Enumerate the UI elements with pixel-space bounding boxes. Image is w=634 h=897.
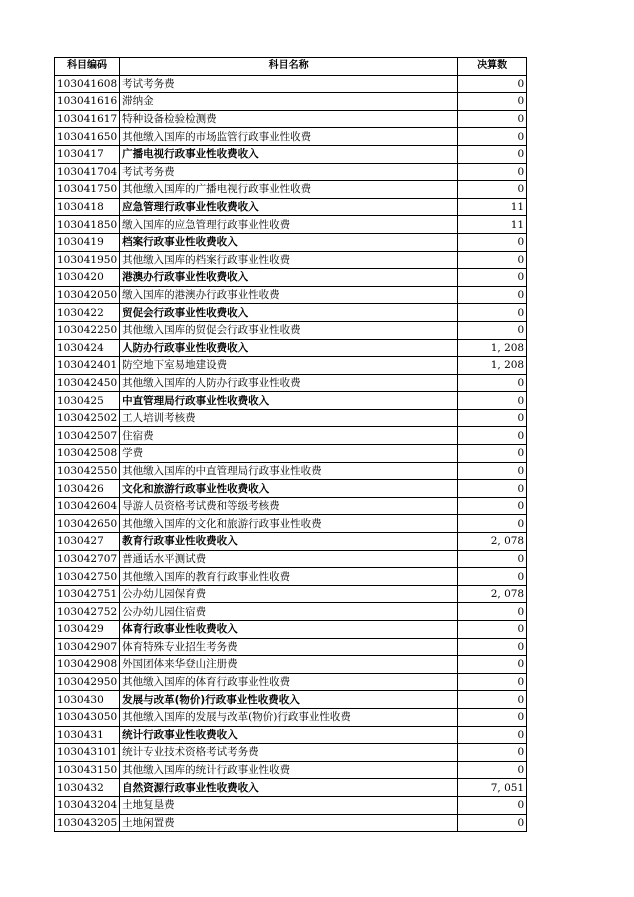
row-name: 统计专业技术资格考试考务费 <box>120 744 458 762</box>
table-row <box>55 726 527 744</box>
table-row <box>55 779 527 797</box>
row-name: 文化和旅游行政事业性收费收入 <box>120 480 458 498</box>
table-header-row <box>55 58 527 76</box>
row-name: 应急管理行政事业性收费收入 <box>120 198 458 216</box>
header-amount: 决算数 <box>458 58 527 76</box>
row-amount: 0 <box>458 445 527 463</box>
row-amount: 0 <box>458 128 527 146</box>
row-amount: 0 <box>458 497 527 515</box>
row-name: 人防办行政事业性收费收入 <box>120 339 458 357</box>
row-code: 1030432 <box>55 779 120 797</box>
row-name: 其他缴入国库的体育行政事业性收费 <box>120 673 458 691</box>
row-code: 1030424 <box>55 339 120 357</box>
table-row <box>55 145 527 163</box>
table-row <box>55 198 527 216</box>
row-amount: 0 <box>458 304 527 322</box>
row-code: 103043205 <box>55 814 120 832</box>
row-name: 外国团体来华登山注册费 <box>120 656 458 674</box>
row-code: 103042401 <box>55 357 120 375</box>
row-amount: 0 <box>458 75 527 93</box>
row-name: 学费 <box>120 445 458 463</box>
table-row <box>55 392 527 410</box>
table-row <box>55 708 527 726</box>
table-row <box>55 585 527 603</box>
row-name: 其他缴入国库的广播电视行政事业性收费 <box>120 181 458 199</box>
row-code: 103042502 <box>55 409 120 427</box>
row-name: 其他缴入国库的统计行政事业性收费 <box>120 761 458 779</box>
row-amount: 0 <box>458 392 527 410</box>
table-row <box>55 409 527 427</box>
table-row <box>55 497 527 515</box>
row-name: 考试考务费 <box>120 163 458 181</box>
row-code: 103043050 <box>55 708 120 726</box>
row-name: 贸促会行政事业性收费收入 <box>120 304 458 322</box>
row-amount: 0 <box>458 691 527 709</box>
row-amount: 0 <box>458 814 527 832</box>
row-amount: 7, 051 <box>458 779 527 797</box>
row-name: 中直管理局行政事业性收费收入 <box>120 392 458 410</box>
table-row <box>55 796 527 814</box>
row-amount: 0 <box>458 761 527 779</box>
header-name: 科目名称 <box>120 58 458 76</box>
table-row <box>55 656 527 674</box>
row-amount: 0 <box>458 233 527 251</box>
row-amount: 0 <box>458 110 527 128</box>
table-row <box>55 233 527 251</box>
table-row <box>55 427 527 445</box>
row-amount: 0 <box>458 145 527 163</box>
row-name: 其他缴入国库的市场监管行政事业性收费 <box>120 128 458 146</box>
row-amount: 0 <box>458 480 527 498</box>
table-row <box>55 251 527 269</box>
table-row <box>55 691 527 709</box>
row-amount: 0 <box>458 708 527 726</box>
row-amount: 0 <box>458 409 527 427</box>
row-code: 103041750 <box>55 181 120 199</box>
row-amount: 0 <box>458 374 527 392</box>
row-name: 导游人员资格考试费和等级考核费 <box>120 497 458 515</box>
row-amount: 1, 208 <box>458 339 527 357</box>
row-amount: 0 <box>458 568 527 586</box>
row-name: 其他缴入国库的贸促会行政事业性收费 <box>120 321 458 339</box>
row-amount: 2, 078 <box>458 585 527 603</box>
row-code: 103041650 <box>55 128 120 146</box>
row-code: 103042950 <box>55 673 120 691</box>
table-row <box>55 603 527 621</box>
row-amount: 0 <box>458 462 527 480</box>
row-amount: 0 <box>458 796 527 814</box>
row-name: 体育行政事业性收费收入 <box>120 621 458 639</box>
row-amount: 0 <box>458 93 527 111</box>
row-name: 土地闲置费 <box>120 814 458 832</box>
row-name: 发展与改革(物价)行政事业性收费收入 <box>120 691 458 709</box>
row-code: 103042908 <box>55 656 120 674</box>
row-name: 土地复垦费 <box>120 796 458 814</box>
table-row <box>55 304 527 322</box>
row-code: 103042604 <box>55 497 120 515</box>
table-row <box>55 128 527 146</box>
row-name: 滞纳金 <box>120 93 458 111</box>
row-name: 公办幼儿园住宿费 <box>120 603 458 621</box>
table-body <box>55 75 527 832</box>
row-amount: 0 <box>458 673 527 691</box>
row-code: 103042250 <box>55 321 120 339</box>
table-row <box>55 286 527 304</box>
row-amount: 0 <box>458 638 527 656</box>
row-code: 1030430 <box>55 691 120 709</box>
row-amount: 0 <box>458 181 527 199</box>
row-code: 103041617 <box>55 110 120 128</box>
table-row <box>55 462 527 480</box>
table-row <box>55 181 527 199</box>
table-row <box>55 761 527 779</box>
row-code: 103041950 <box>55 251 120 269</box>
row-code: 1030427 <box>55 533 120 551</box>
table-row <box>55 110 527 128</box>
row-code: 103042750 <box>55 568 120 586</box>
row-code: 103042550 <box>55 462 120 480</box>
row-code: 103043101 <box>55 744 120 762</box>
row-code: 1030419 <box>55 233 120 251</box>
table-row <box>55 621 527 639</box>
row-amount: 0 <box>458 286 527 304</box>
row-name: 教育行政事业性收费收入 <box>120 533 458 551</box>
row-amount: 0 <box>458 163 527 181</box>
table-row <box>55 216 527 234</box>
row-name: 缴入国库的应急管理行政事业性收费 <box>120 216 458 234</box>
table-row <box>55 533 527 551</box>
row-name: 体育特殊专业招生考务费 <box>120 638 458 656</box>
row-code: 103043150 <box>55 761 120 779</box>
row-code: 1030431 <box>55 726 120 744</box>
row-name: 考试考务费 <box>120 75 458 93</box>
table-row <box>55 374 527 392</box>
row-name: 住宿费 <box>120 427 458 445</box>
row-amount: 0 <box>458 321 527 339</box>
row-code: 1030425 <box>55 392 120 410</box>
row-name: 其他缴入国库的教育行政事业性收费 <box>120 568 458 586</box>
row-amount: 0 <box>458 726 527 744</box>
row-code: 103041616 <box>55 93 120 111</box>
row-code: 1030422 <box>55 304 120 322</box>
row-name: 自然资源行政事业性收费收入 <box>120 779 458 797</box>
row-code: 103042707 <box>55 550 120 568</box>
row-code: 103041608 <box>55 75 120 93</box>
row-code: 103041704 <box>55 163 120 181</box>
table-row <box>55 550 527 568</box>
row-code: 1030429 <box>55 621 120 639</box>
row-code: 103042907 <box>55 638 120 656</box>
row-name: 其他缴入国库的档案行政事业性收费 <box>120 251 458 269</box>
row-code: 103042450 <box>55 374 120 392</box>
row-amount: 0 <box>458 603 527 621</box>
row-amount: 2, 078 <box>458 533 527 551</box>
row-code: 103042050 <box>55 286 120 304</box>
row-name: 公办幼儿园保育费 <box>120 585 458 603</box>
row-amount: 1, 208 <box>458 357 527 375</box>
row-name: 广播电视行政事业性收费收入 <box>120 145 458 163</box>
row-name: 工人培训考核费 <box>120 409 458 427</box>
row-amount: 0 <box>458 515 527 533</box>
row-amount: 0 <box>458 744 527 762</box>
row-name: 档案行政事业性收费收入 <box>120 233 458 251</box>
row-code: 1030426 <box>55 480 120 498</box>
table-row <box>55 638 527 656</box>
table-row <box>55 357 527 375</box>
row-amount: 0 <box>458 550 527 568</box>
row-code: 1030418 <box>55 198 120 216</box>
table-row <box>55 269 527 287</box>
row-code: 103042650 <box>55 515 120 533</box>
table-row <box>55 339 527 357</box>
table-row <box>55 744 527 762</box>
table-row <box>55 568 527 586</box>
table-row <box>55 163 527 181</box>
row-code: 1030420 <box>55 269 120 287</box>
row-code: 1030417 <box>55 145 120 163</box>
budget-table <box>54 57 527 832</box>
row-code: 103043204 <box>55 796 120 814</box>
row-name: 港澳办行政事业性收费收入 <box>120 269 458 287</box>
row-amount: 0 <box>458 427 527 445</box>
table-row <box>55 673 527 691</box>
row-name: 缴入国库的港澳办行政事业性收费 <box>120 286 458 304</box>
row-code: 103042751 <box>55 585 120 603</box>
table-row <box>55 75 527 93</box>
row-name: 特种设备检验检测费 <box>120 110 458 128</box>
table-row <box>55 93 527 111</box>
header-code: 科目编码 <box>55 58 120 76</box>
row-name: 统计行政事业性收费收入 <box>120 726 458 744</box>
row-name: 其他缴入国库的发展与改革(物价)行政事业性收费 <box>120 708 458 726</box>
row-code: 103041850 <box>55 216 120 234</box>
row-name: 防空地下室易地建设费 <box>120 357 458 375</box>
row-amount: 0 <box>458 269 527 287</box>
row-amount: 0 <box>458 251 527 269</box>
row-amount: 11 <box>458 198 527 216</box>
row-name: 其他缴入国库的中直管理局行政事业性收费 <box>120 462 458 480</box>
row-code: 103042508 <box>55 445 120 463</box>
row-amount: 11 <box>458 216 527 234</box>
row-name: 普通话水平测试费 <box>120 550 458 568</box>
table-row <box>55 814 527 832</box>
table-row <box>55 480 527 498</box>
row-code: 103042507 <box>55 427 120 445</box>
row-name: 其他缴入国库的文化和旅游行政事业性收费 <box>120 515 458 533</box>
row-code: 103042752 <box>55 603 120 621</box>
table-row <box>55 445 527 463</box>
table-row <box>55 321 527 339</box>
row-amount: 0 <box>458 656 527 674</box>
row-name: 其他缴入国库的人防办行政事业性收费 <box>120 374 458 392</box>
table-row <box>55 515 527 533</box>
row-amount: 0 <box>458 621 527 639</box>
